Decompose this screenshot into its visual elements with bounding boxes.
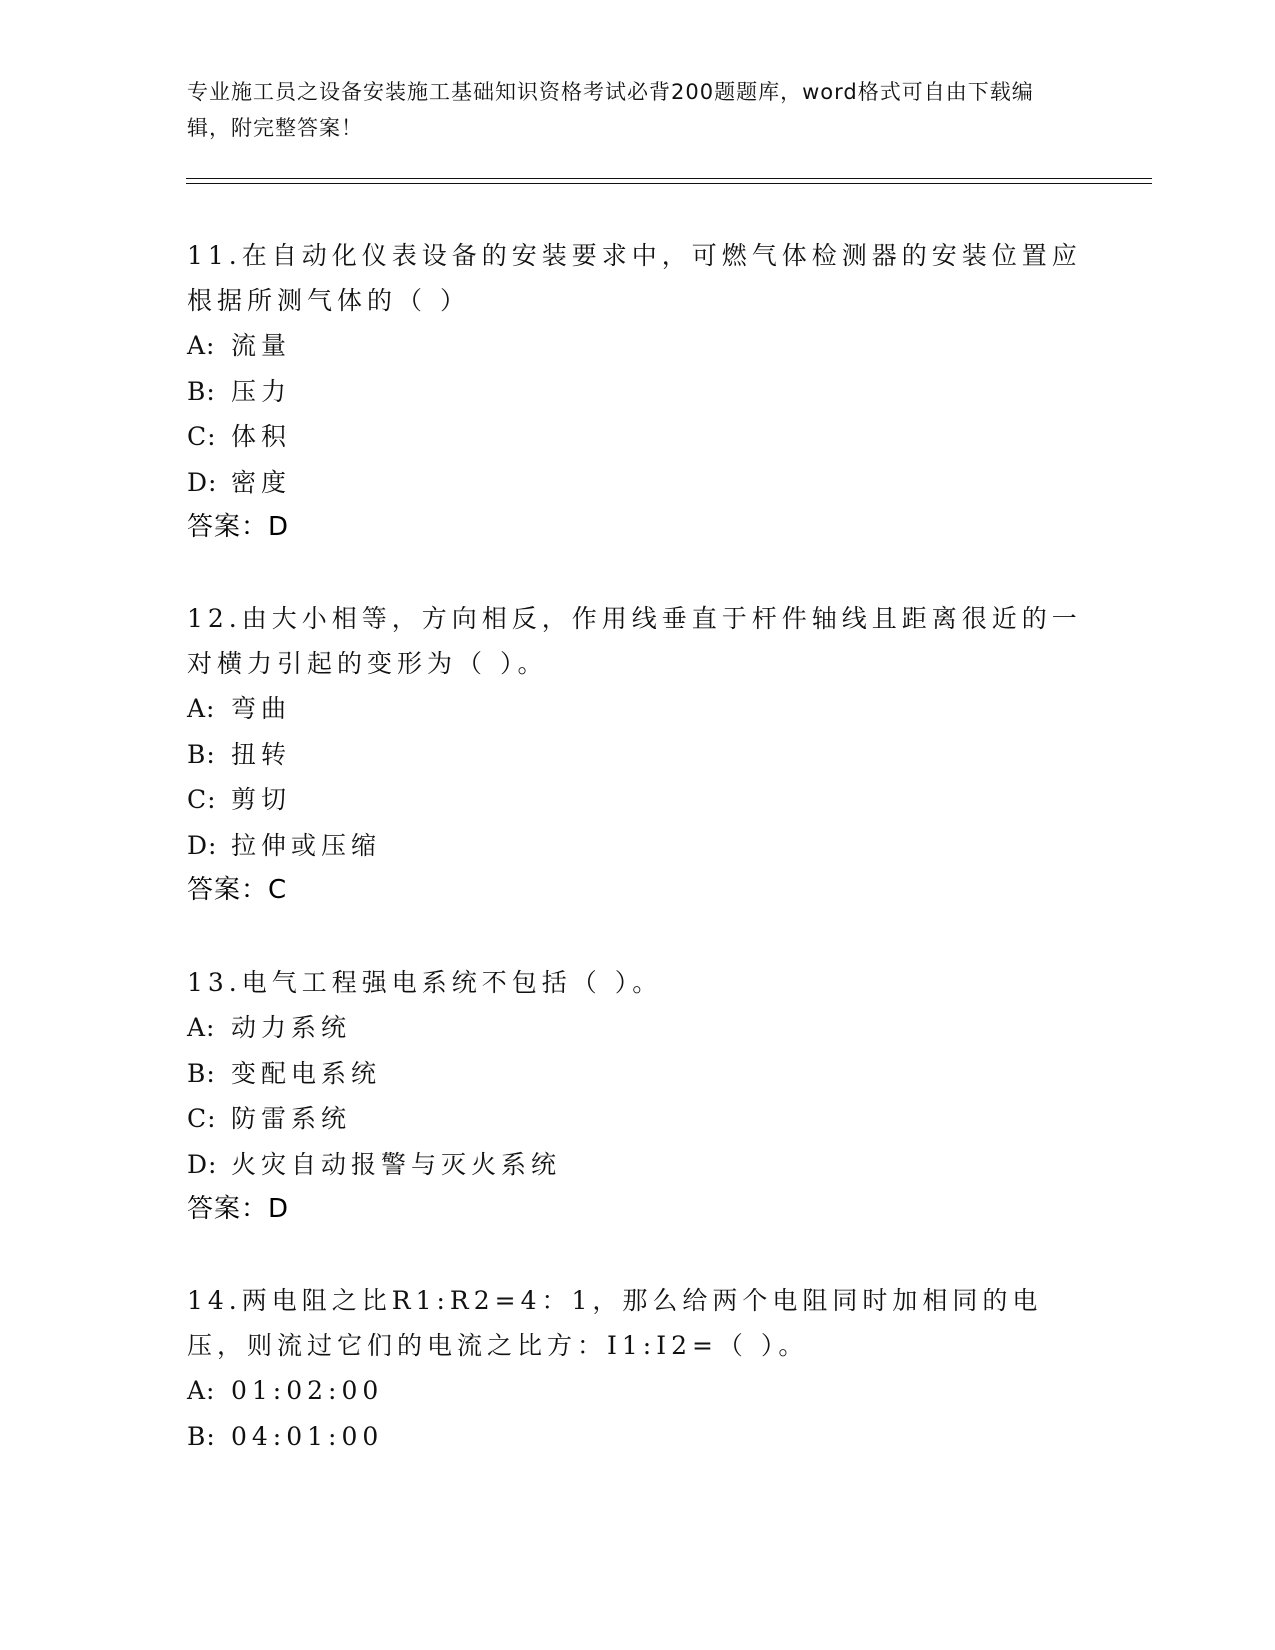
option-letter: A: [187, 331, 216, 360]
option-c [187, 777, 1087, 823]
option-letter: C: [187, 422, 217, 451]
option-b [187, 369, 1087, 415]
option-text: 弯曲 [231, 694, 292, 723]
question-stem: 12.由大小相等，方向相反，作用线垂直于杆件轴线且距离很近的一对横力引起的变形为（ ）。 [187, 604, 1082, 678]
option-letter: D: [187, 830, 218, 860]
option-text: 压力 [231, 376, 292, 406]
option-text: 剪切 [231, 785, 292, 814]
option-a [187, 323, 1087, 369]
option-letter: B: [187, 739, 216, 769]
option-text: 扭转 [231, 739, 292, 769]
answer-line: 答案：C [187, 875, 288, 905]
option-b [187, 732, 1087, 778]
option-d [187, 1142, 1087, 1188]
option-a [187, 1368, 1087, 1414]
option-letter: D: [187, 467, 218, 497]
answer-line: 答案：D [187, 1194, 290, 1224]
option-letter: B: [187, 376, 216, 406]
option-d [187, 460, 1087, 506]
question-12 [187, 596, 1087, 913]
document-header: 专业施工员之设备安装施工基础知识资格考试必背200题题库，word格式可自由下载编辑，附完整答案！ [187, 80, 1034, 140]
option-text: 动力系统 [231, 1013, 352, 1042]
question-14 [187, 1278, 1087, 1459]
question-stem: 11.在自动化仪表设备的安装要求中，可燃气体检测器的安装位置应根据所测气体的（ ） [187, 241, 1082, 315]
header-divider-bottom [186, 183, 1152, 184]
option-d [187, 823, 1087, 869]
option-text: 火灾自动报警与灭火系统 [231, 1149, 562, 1179]
option-letter: A: [187, 1013, 216, 1042]
option-text: 防雷系统 [231, 1104, 352, 1133]
option-letter: C: [187, 1104, 217, 1133]
question-11 [187, 233, 1087, 550]
header-divider-top [186, 178, 1152, 179]
option-text: 变配电系统 [231, 1058, 382, 1088]
option-text: 体积 [231, 422, 292, 451]
option-letter: A: [187, 694, 216, 723]
option-a [187, 1005, 1087, 1051]
option-b [187, 1414, 1087, 1460]
option-text: 密度 [231, 467, 292, 497]
option-text: 01:02:00 [231, 1376, 384, 1405]
question-stem: 13.电气工程强电系统不包括（ ）。 [187, 968, 663, 997]
option-letter: B: [187, 1058, 216, 1088]
option-letter: D: [187, 1149, 218, 1179]
option-a [187, 686, 1087, 732]
option-text: 04:01:00 [231, 1421, 384, 1451]
option-c [187, 414, 1087, 460]
question-stem: 14.两电阻之比R1:R2=4：1，那么给两个电阻同时加相同的电压，则流过它们的电流之比方：I1:I2=（ ）。 [187, 1286, 1043, 1360]
option-b [187, 1051, 1087, 1097]
question-13 [187, 960, 1087, 1232]
option-text: 流量 [231, 331, 292, 360]
option-letter: B: [187, 1421, 216, 1451]
option-letter: A: [187, 1376, 216, 1405]
answer-line: 答案：D [187, 512, 290, 542]
option-c [187, 1096, 1087, 1142]
option-text: 拉伸或压缩 [231, 830, 382, 860]
option-letter: C: [187, 785, 217, 814]
